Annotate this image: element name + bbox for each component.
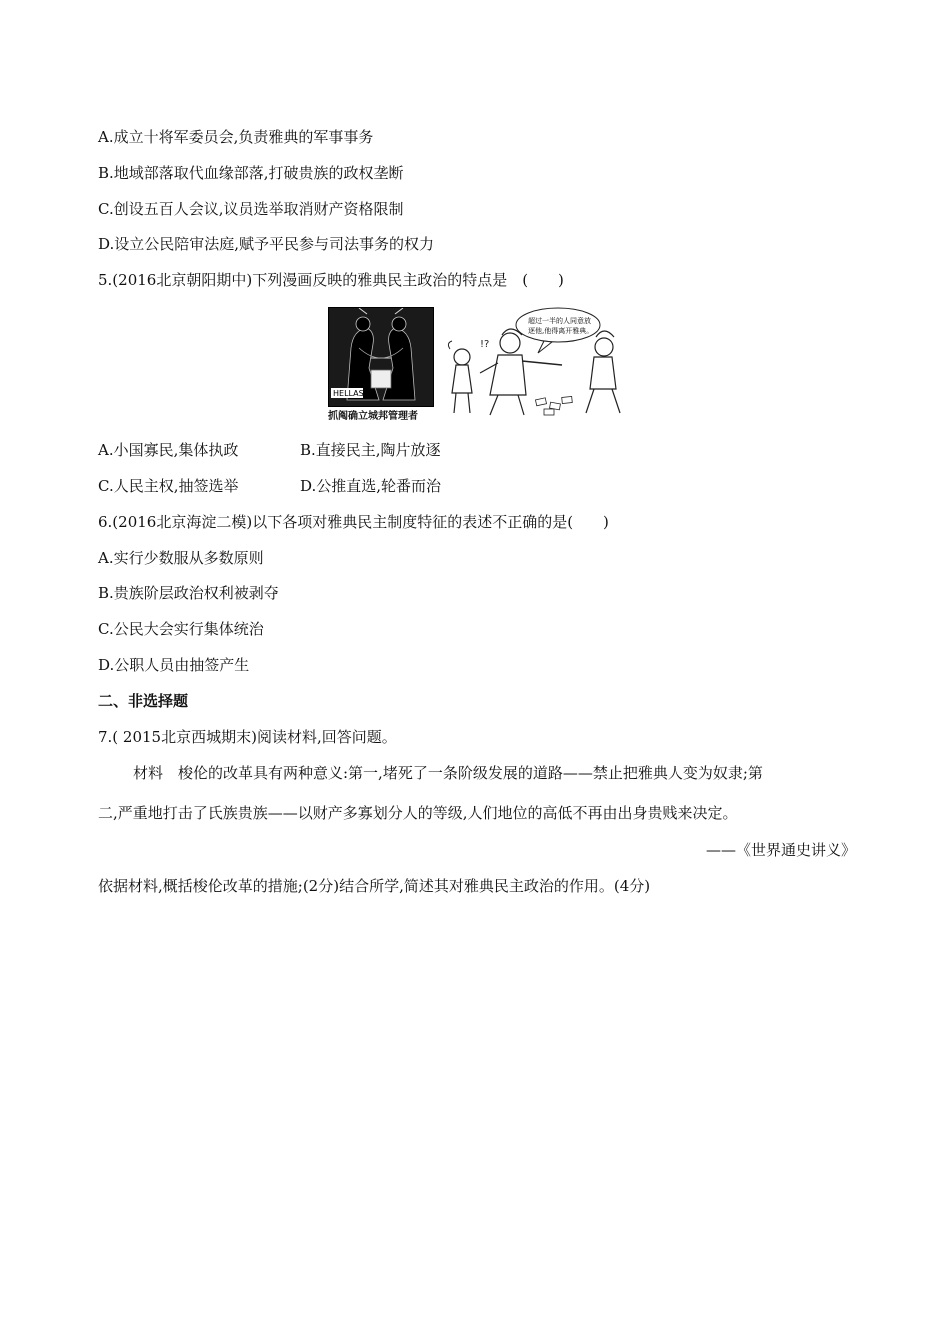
section-title-nonchoice: 二、非选择题 bbox=[98, 692, 189, 710]
q6-option-d: D.公职人员由抽签产生 bbox=[98, 656, 250, 674]
q7-material-line2: 二,严重地打击了氏族贵族——以财产多寡划分人的等级,人们地位的高低不再由出身贵贱来决定。 bbox=[98, 804, 738, 822]
q7-material-line1: 材料 梭伦的改革具有两种意义:第一,堵死了一条阶级发展的道路——禁止把雅典人变为奴隶;第 bbox=[133, 764, 763, 782]
q6-option-a: A.实行少数服从多数原则 bbox=[98, 549, 264, 567]
q4-option-d: D.设立公民陪审法庭,赋予平民参与司法事务的权力 bbox=[98, 235, 435, 253]
svg-text:逐他,他得离开雅典。: 逐他,他得离开雅典。 bbox=[528, 327, 594, 335]
q7-stem: 7.( 2015北京西城期末)阅读材料,回答问题。 bbox=[98, 728, 397, 746]
q5-option-a: A.小国寡民,集体执政 bbox=[98, 441, 239, 459]
q5-option-b: B.直接民主,陶片放逐 bbox=[300, 441, 441, 459]
q5-option-c: C.人民主权,抽签选举 bbox=[98, 477, 239, 495]
ostracism-cartoon-image bbox=[440, 303, 630, 421]
svg-text:超过一半的人同意放: 超过一半的人同意放 bbox=[528, 317, 591, 325]
vase-painting-image bbox=[328, 307, 434, 407]
q6-stem: 6.(2016北京海淀二模)以下各项对雅典民主制度特征的表述不正确的是( ) bbox=[98, 513, 609, 531]
q5-stem: 5.(2016北京朝阳期中)下列漫画反映的雅典民主政治的特点是 ( ) bbox=[98, 271, 564, 289]
q4-option-b: B.地域部落取代血缘部落,打破贵族的政权垄断 bbox=[98, 164, 404, 182]
q4-option-c: C.创设五百人会议,议员选举取消财产资格限制 bbox=[98, 200, 404, 218]
q7-question: 依据材料,概括梭伦改革的措施;(2分)结合所学,简述其对雅典民主政治的作用。(4分) bbox=[98, 877, 651, 895]
vase-caption: 抓阄确立城邦管理者 bbox=[328, 411, 418, 422]
q4-option-a: A.成立十将军委员会,负责雅典的军事事务 bbox=[98, 128, 374, 146]
q7-source: ——《世界通史讲义》 bbox=[705, 841, 856, 859]
svg-text:!?: !? bbox=[480, 339, 490, 350]
q6-option-b: B.贵族阶层政治权利被剥夺 bbox=[98, 584, 279, 602]
q6-option-c: C.公民大会实行集体统治 bbox=[98, 620, 264, 638]
q5-cartoon-figure bbox=[328, 303, 630, 427]
svg-text:HELLAS: HELLAS bbox=[333, 389, 364, 398]
q5-option-d: D.公推直选,轮番而治 bbox=[300, 477, 442, 495]
